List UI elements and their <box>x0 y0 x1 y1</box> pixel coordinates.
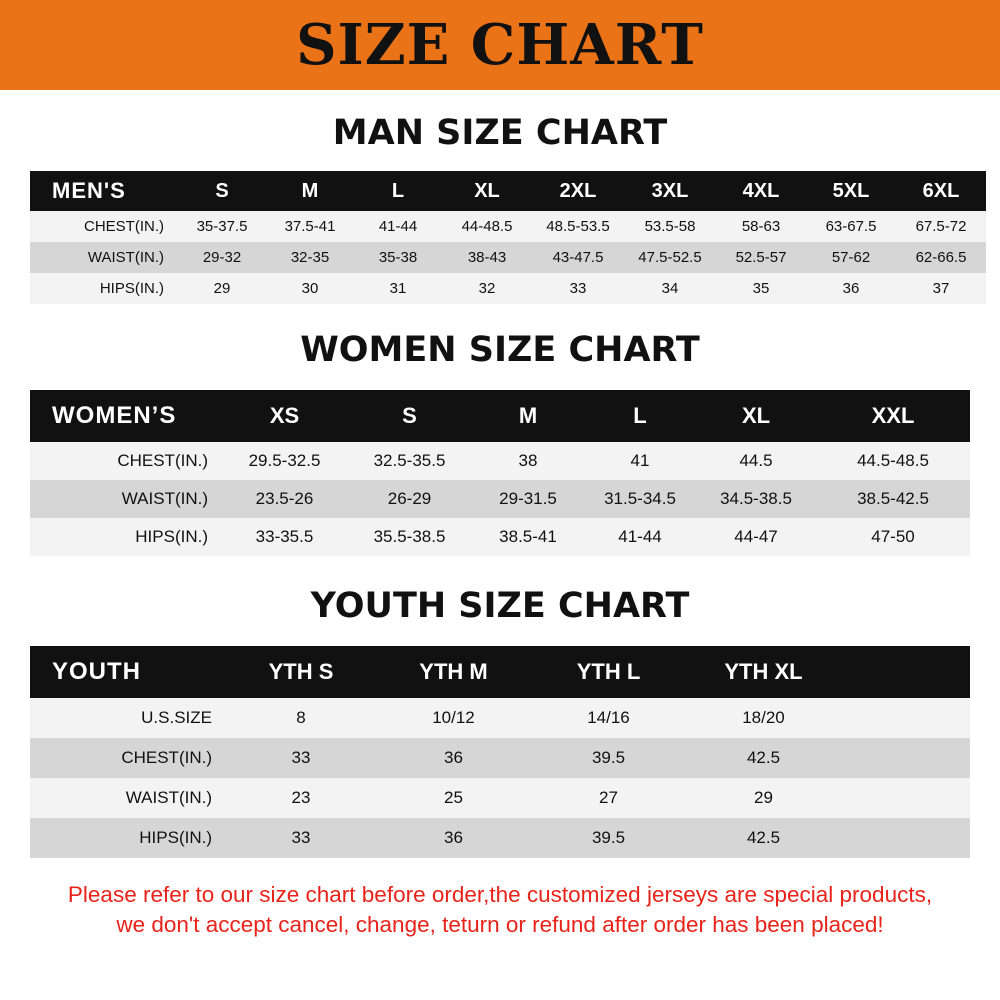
youth-cell-empty <box>841 778 970 818</box>
table-row <box>30 518 970 556</box>
youth-cell: 42.5 <box>686 818 841 858</box>
youth-row-label: HIPS(IN.) <box>30 818 226 858</box>
women-header-label: WOMEN’S <box>30 390 222 442</box>
table-row <box>30 818 970 858</box>
man-column-header: 6XL <box>896 171 986 211</box>
footer-note-line-2: we don't accept cancel, change, teturn or refund after order has been placed! <box>116 912 884 938</box>
youth-cell: 25 <box>376 778 531 818</box>
women-cell: 23.5-26 <box>222 480 347 518</box>
women-cell: 29-31.5 <box>472 480 584 518</box>
youth-row-label: U.S.SIZE <box>30 698 226 738</box>
youth-cell: 33 <box>226 818 376 858</box>
youth-cell: 39.5 <box>531 738 686 778</box>
man-column-header: 3XL <box>624 171 716 211</box>
women-table-wrap <box>30 390 970 556</box>
women-table-body <box>30 390 970 556</box>
man-cell: 37.5-41 <box>266 211 354 242</box>
youth-cell: 23 <box>226 778 376 818</box>
women-cell: 38.5-42.5 <box>816 480 970 518</box>
youth-cell-empty <box>841 818 970 858</box>
table-row <box>30 242 986 273</box>
youth-cell: 39.5 <box>531 818 686 858</box>
man-cell: 53.5-58 <box>624 211 716 242</box>
youth-size-table <box>30 646 970 858</box>
women-column-header: XL <box>696 390 816 442</box>
women-cell: 29.5-32.5 <box>222 442 347 480</box>
youth-cell: 42.5 <box>686 738 841 778</box>
man-section-title: MAN SIZE CHART <box>332 113 668 153</box>
youth-cell: 36 <box>376 818 531 858</box>
man-column-header: 5XL <box>806 171 896 211</box>
man-header-row <box>30 171 986 211</box>
women-size-table <box>30 390 970 556</box>
youth-table-body <box>30 646 970 858</box>
table-row <box>30 211 986 242</box>
women-column-header: S <box>347 390 472 442</box>
women-header-row <box>30 390 970 442</box>
man-cell: 30 <box>266 273 354 304</box>
women-column-header: XS <box>222 390 347 442</box>
youth-cell: 27 <box>531 778 686 818</box>
women-column-header: M <box>472 390 584 442</box>
man-cell: 33 <box>532 273 624 304</box>
youth-cell: 14/16 <box>531 698 686 738</box>
man-cell: 36 <box>806 273 896 304</box>
man-cell: 47.5-52.5 <box>624 242 716 273</box>
man-cell: 57-62 <box>806 242 896 273</box>
man-cell: 58-63 <box>716 211 806 242</box>
man-cell: 38-43 <box>442 242 532 273</box>
man-column-header: L <box>354 171 442 211</box>
man-cell: 48.5-53.5 <box>532 211 624 242</box>
man-cell: 37 <box>896 273 986 304</box>
youth-header-label: YOUTH <box>30 646 226 698</box>
man-column-header: M <box>266 171 354 211</box>
youth-cell: 18/20 <box>686 698 841 738</box>
man-cell: 44-48.5 <box>442 211 532 242</box>
women-cell: 35.5-38.5 <box>347 518 472 556</box>
youth-row-label: WAIST(IN.) <box>30 778 226 818</box>
man-cell: 32-35 <box>266 242 354 273</box>
man-cell: 43-47.5 <box>532 242 624 273</box>
youth-column-header-empty <box>841 646 970 698</box>
man-cell: 67.5-72 <box>896 211 986 242</box>
youth-cell-empty <box>841 698 970 738</box>
women-cell: 47-50 <box>816 518 970 556</box>
man-cell: 31 <box>354 273 442 304</box>
page-title: SIZE CHART <box>296 12 704 78</box>
youth-section-title: YOUTH SIZE CHART <box>310 586 690 626</box>
youth-row-label: CHEST(IN.) <box>30 738 226 778</box>
youth-cell: 33 <box>226 738 376 778</box>
women-cell: 26-29 <box>347 480 472 518</box>
women-cell: 38 <box>472 442 584 480</box>
youth-cell: 10/12 <box>376 698 531 738</box>
footer-note-line-1: Please refer to our size chart before order,the customized jerseys are special products, <box>67 882 933 907</box>
man-cell: 32 <box>442 273 532 304</box>
man-row-label: WAIST(IN.) <box>30 242 178 273</box>
table-row <box>30 442 970 480</box>
man-column-header: 4XL <box>716 171 806 211</box>
table-row <box>30 273 986 304</box>
man-size-table <box>30 171 986 304</box>
youth-column-header: YTH S <box>226 646 376 698</box>
table-row <box>30 778 970 818</box>
youth-table-wrap <box>30 646 970 858</box>
women-cell: 34.5-38.5 <box>696 480 816 518</box>
women-cell: 41 <box>584 442 696 480</box>
man-table-wrap <box>30 171 970 304</box>
man-cell: 35-37.5 <box>178 211 266 242</box>
women-cell: 41-44 <box>584 518 696 556</box>
man-cell: 62-66.5 <box>896 242 986 273</box>
table-row <box>30 480 970 518</box>
man-cell: 34 <box>624 273 716 304</box>
women-cell: 44.5 <box>696 442 816 480</box>
women-section-title: WOMEN SIZE CHART <box>300 330 700 370</box>
women-cell: 32.5-35.5 <box>347 442 472 480</box>
women-row-label: HIPS(IN.) <box>30 518 222 556</box>
youth-header-row <box>30 646 970 698</box>
man-cell: 29-32 <box>178 242 266 273</box>
youth-cell: 29 <box>686 778 841 818</box>
table-row <box>30 698 970 738</box>
man-table-body <box>30 171 986 304</box>
man-cell: 29 <box>178 273 266 304</box>
women-cell: 44.5-48.5 <box>816 442 970 480</box>
women-row-label: WAIST(IN.) <box>30 480 222 518</box>
women-row-label: CHEST(IN.) <box>30 442 222 480</box>
man-cell: 63-67.5 <box>806 211 896 242</box>
man-row-label: HIPS(IN.) <box>30 273 178 304</box>
man-header-label: MEN'S <box>30 171 178 211</box>
page-banner <box>0 0 1000 90</box>
footer-note <box>22 880 978 941</box>
women-cell: 44-47 <box>696 518 816 556</box>
youth-cell-empty <box>841 738 970 778</box>
man-column-header: 2XL <box>532 171 624 211</box>
man-cell: 41-44 <box>354 211 442 242</box>
women-cell: 38.5-41 <box>472 518 584 556</box>
women-cell: 33-35.5 <box>222 518 347 556</box>
man-column-header: XL <box>442 171 532 211</box>
women-column-header: XXL <box>816 390 970 442</box>
youth-column-header: YTH L <box>531 646 686 698</box>
women-column-header: L <box>584 390 696 442</box>
women-cell: 31.5-34.5 <box>584 480 696 518</box>
man-cell: 35 <box>716 273 806 304</box>
man-cell: 35-38 <box>354 242 442 273</box>
youth-cell: 8 <box>226 698 376 738</box>
table-row <box>30 738 970 778</box>
man-column-header: S <box>178 171 266 211</box>
youth-column-header: YTH M <box>376 646 531 698</box>
youth-cell: 36 <box>376 738 531 778</box>
youth-column-header: YTH XL <box>686 646 841 698</box>
man-row-label: CHEST(IN.) <box>30 211 178 242</box>
man-cell: 52.5-57 <box>716 242 806 273</box>
